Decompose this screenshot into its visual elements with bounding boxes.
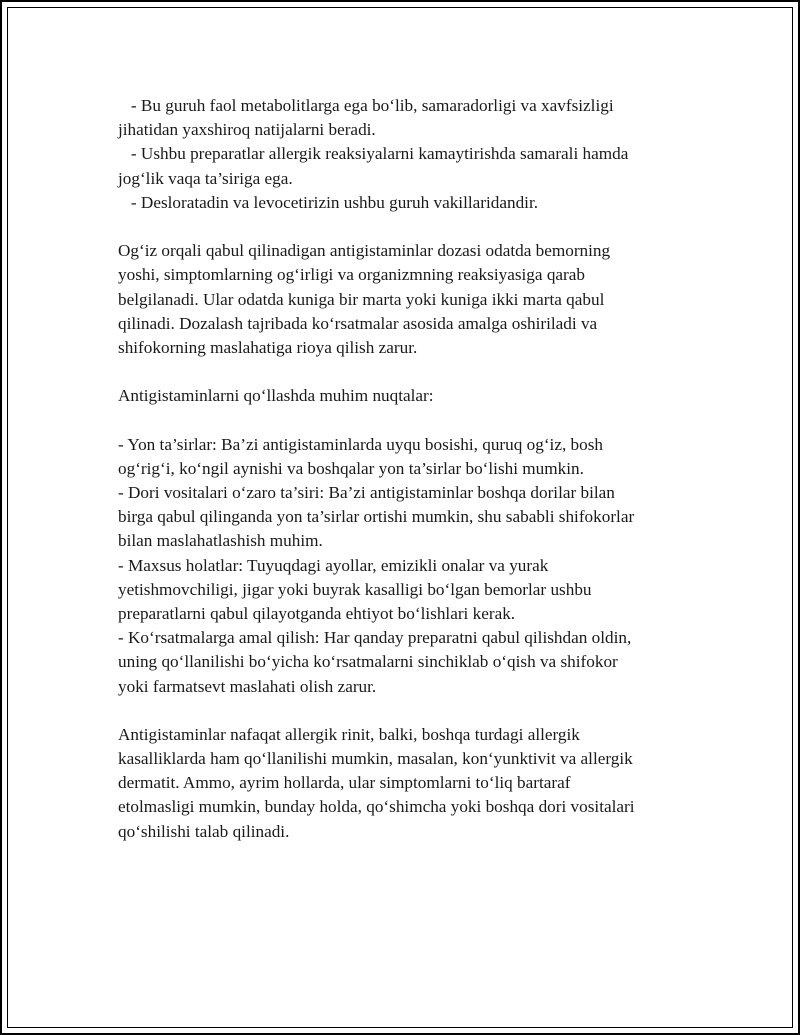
text-line: Antigistaminlar nafaqat allergik rinit, balki, boshqa turdagi allergik — [118, 724, 580, 744]
text-line: jihatidan yaxshiroq natijalarni beradi. — [118, 120, 376, 140]
list-important-points — [118, 433, 698, 699]
list-item-line: - Yon ta’sirlar: Ba’zi antigistaminlarda uyqu bosishi, quruq og‘iz, bosh — [118, 434, 604, 454]
paragraph-dosage — [118, 239, 698, 360]
list-item-line: yoki farmatsevt maslahati olish zarur. — [118, 676, 377, 696]
text-line: etolmasligi mumkin, bunday holda, qo‘shimcha yoki boshqa dori vositalari — [118, 797, 635, 817]
list-item-line: og‘rig‘i, ko‘ngil aynishi va boshqalar yon ta’sirlar bo‘lishi mumkin. — [118, 458, 584, 478]
paragraph-spacer — [118, 215, 698, 239]
paragraph-group-benefits — [118, 94, 698, 215]
section-heading: Antigistaminlarni qo‘llashda muhim nuqtalar: — [118, 386, 434, 406]
list-item-line: yetishmovchiligi, jigar yoki buyrak kasalligi bo‘lgan bemorlar ushbu — [118, 579, 592, 599]
list-item-line: uning qo‘llanilishi bo‘yicha ko‘rsatmalarni sinchiklab o‘qish va shifokor — [118, 652, 618, 672]
text-line: qilinadi. Dozalash tajribada ko‘rsatmalar asosida amalga oshiriladi va — [118, 313, 598, 333]
text-line: qo‘shilishi talab qilinadi. — [118, 821, 290, 841]
heading-important-points — [118, 384, 698, 408]
text-line: jog‘lik vaqa ta’siriga ega. — [118, 168, 293, 188]
text-line: - Bu guruh faol metabolitlarga ega bo‘lib, samaradorligi va xavfsizligi — [118, 96, 614, 115]
paragraph-spacer — [118, 408, 698, 432]
list-item-line: - Maxsus holatlar: Tuyuqdagi ayollar, emizikli onalar va yurak — [118, 555, 549, 575]
paragraph-spacer — [118, 699, 698, 723]
text-line: kasalliklarda ham qo‘llanilishi mumkin, masalan, kon‘yunktivit va allergik — [118, 749, 633, 769]
text-line: yoshi, simptomlarning og‘irligi va organizmning reaksiyasiga qarab — [118, 265, 585, 285]
text-line: - Desloratadin va levocetirizin ushbu guruh vakillaridandir. — [118, 192, 539, 212]
list-item-line: preparatlarni qabul qilayotganda ehtiyot bo‘lishlari kerak. — [118, 603, 516, 623]
text-line: belgilanadi. Ular odatda kuniga bir marta yoki kuniga ikki marta qabul — [118, 289, 605, 309]
list-item-line: - Dori vositalari o‘zaro ta’siri: Ba’zi antigistaminlar boshqa dorilar bilan — [118, 483, 615, 502]
list-item-line: bilan maslahatlashish muhim. — [118, 531, 323, 551]
paragraph-other-uses — [118, 723, 698, 844]
list-item-line: - Ko‘rsatmalarga amal qilish: Har qanday preparatni qabul qilishdan oldin, — [118, 628, 632, 648]
list-item-line: birga qabul qilinganda yon ta’sirlar ortishi mumkin, shu sababli shifokorlar — [118, 507, 635, 527]
text-line: dermatit. Ammo, ayrim hollarda, ular simptomlarni to‘liq bartaraf — [118, 773, 571, 793]
paragraph-spacer — [118, 360, 698, 384]
text-line: shifokorning maslahatiga rioya qilish zarur. — [118, 337, 418, 357]
document-body — [118, 94, 698, 844]
text-line: Og‘iz orqali qabul qilinadigan antigistaminlar dozasi odatda bemorning — [118, 241, 611, 261]
text-line: - Ushbu preparatlar allergik reaksiyalarni kamaytirishda samarali hamda — [118, 144, 629, 164]
